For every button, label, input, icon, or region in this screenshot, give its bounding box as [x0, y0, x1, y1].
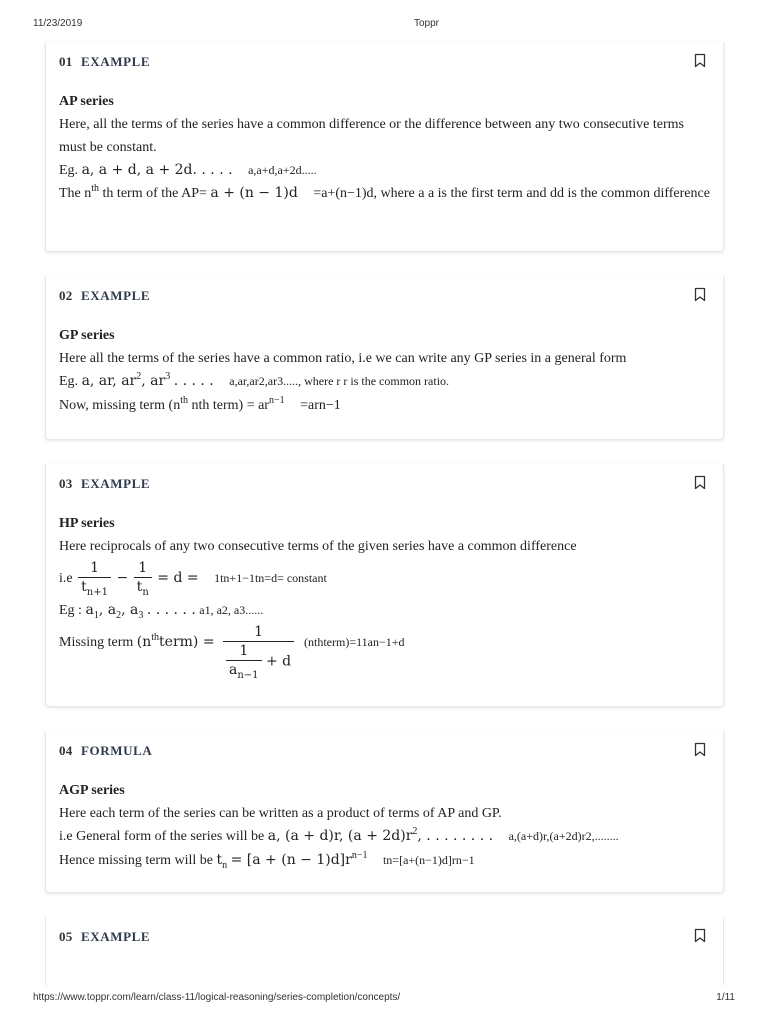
bookmark-icon[interactable] [693, 475, 707, 490]
bookmark-icon[interactable] [693, 287, 707, 302]
card-number: 05 [59, 929, 73, 944]
missing-term-line: Now, missing term ($n^{th}$ nth term) = $ar^{n-1} =arn-1$ [59, 395, 341, 413]
card-tag: EXAMPLE [81, 54, 151, 69]
card-text: Here, all the terms of the series have a common difference or the difference between any two consecutive terms must be constant. [59, 117, 684, 155]
print-date: 11/23/2019 [33, 18, 83, 29]
card-tag: FORMULA [81, 743, 153, 758]
concept-card-02 [45, 276, 724, 440]
missing-fraction: 1 $\frac{1}{a_{n-1}}$ + d [223, 623, 294, 681]
card-tag: EXAMPLE [81, 476, 151, 491]
card-content [59, 324, 711, 418]
card-text: Here each term of the series can be written as a product of terms of AP and GP. [59, 806, 502, 821]
page-number: 1/11 [716, 992, 735, 1003]
card-title: AP series [59, 94, 114, 109]
missing-term-line: Hence missing term will be $t_n = [a + (n - 1)d]r^{n-1}$ tn=[a+(n−1)d]rn−1 [59, 850, 475, 871]
bookmark-icon[interactable] [693, 928, 707, 943]
print-title: Toppr [414, 18, 440, 29]
card-text: Here reciprocals of any two consecutive terms of the given series have a common difference [59, 539, 577, 554]
page-url[interactable]: https://www.toppr.com/learn/class-11/logical-reasoning/series-completion/concepts/ [33, 992, 401, 1003]
card-number: 04 [59, 743, 73, 758]
concept-card-04 [45, 731, 724, 893]
bookmark-icon[interactable] [693, 53, 707, 68]
concept-card-01 [45, 42, 724, 252]
fraction-2: $\frac{1}{t_n}$ [134, 559, 152, 598]
card-content [59, 779, 711, 873]
card-number: 01 [59, 54, 73, 69]
card-title: HP series [59, 516, 115, 531]
card-title: AGP series [59, 783, 125, 798]
card-content [59, 90, 711, 206]
card-title: GP series [59, 328, 115, 343]
example-line: Eg : $a_1$, $a_2$, $a_3$ . . . . . . a1, a2, a3...... [59, 602, 264, 621]
card-tag: EXAMPLE [81, 288, 151, 303]
card-number: 03 [59, 476, 73, 491]
missing-term-line: Missing term $(n^{th}term)$ = 1 $\frac{1}{a_{n-1}}$ + d (nthterm)=11an−1+d [59, 624, 405, 681]
bookmark-icon[interactable] [693, 742, 707, 757]
concept-card-03 [45, 464, 724, 707]
example-line: Eg. a, a + d, a + 2d. . . . . a,a+d,a+2d..... [59, 162, 317, 178]
card-tag: EXAMPLE [81, 929, 151, 944]
ie-line: i.e $\frac{1}{t_{n+1}}$ − $\frac{1}{t_n}$ = d = 1tn+1−1tn=d= constant [59, 560, 327, 599]
nth-term-line: The $n^{th}$ th term of the AP= a + (n − 1)d =a+(n−1)d, where a a is the first term and dd is the common difference [59, 183, 710, 201]
concept-card-05 [45, 917, 724, 987]
example-line: Eg. a, ar, $ar^2$, $ar^3$ . . . . . a,ar,ar2,ar3....., where r r is the common ratio. [59, 371, 450, 389]
card-content [59, 512, 711, 693]
fraction-1: $\frac{1}{t_{n+1}}$ [78, 559, 111, 598]
card-text: Here all the terms of the series have a common ratio, i.e we can write any GP series in a general form [59, 351, 627, 366]
card-number: 02 [59, 288, 73, 303]
general-form-line: i.e General form of the series will be a, (a + d)r, $(a + 2d)r^2$, . . . . . . . . a,(a+d)r,(a+2d)r2,........ [59, 826, 619, 844]
